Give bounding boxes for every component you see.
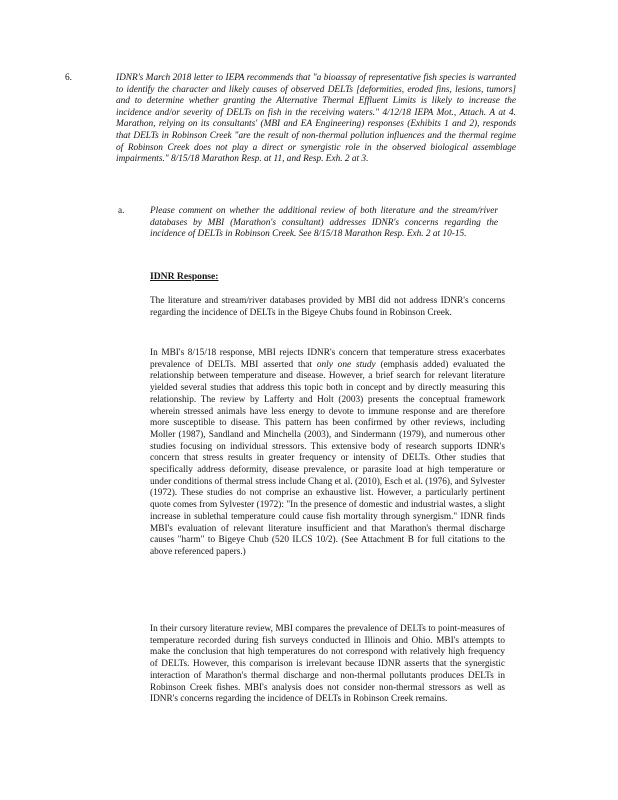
paragraph-2-part-1: In MBI's 8/15/18 response, MBI rejects IDNR's concern that temperature stress exacerbates prevalence of DELTs. MBI asserted that: [150, 348, 505, 370]
subquestion-label: a.: [118, 206, 125, 216]
question-text: IDNR's March 2018 letter to IEPA recommends that "a bioassay of representative fish species is warranted to identify the character and likely causes of observed DELTs [deformities, eroded fins, lesions, tumors] and to determine whether granting the Alternative Thermal Effluent Limits is likely to increase the incidence and/or severity of DELTs on fish in the receiving waters." 4/12/18 IEPA Mot., Attach. A at 4. Marathon, relying on its consultants' (MBI and EA Engineering) responses (Exhibits 1 and 2), responds that DELTs in Robinson Creek "are the result of non-thermal pollution influences and the thermal regime of Robinson Creek does not play a direct or synergistic role in the observed biological assemblage impairments." 8/15/18 Marathon Resp. at 11, and Resp. Exh. 2 at 3.: [116, 73, 516, 165]
response-paragraph-3: In their cursory literature review, MBI compares the prevalence of DELTs to point-measures of temperature recorded during fish surveys conducted in Illinois and Ohio. MBI's attempts to make the conclusion that high temperatures do not correspond with relatively high frequency of DELTs. However, this comparison is irrelevant because IDNR asserts that the synergistic interaction of Marathon's thermal discharge and non-thermal pollutants produces DELTs in Robinson Creek fishes. MBI's analysis does not consider non-thermal stressors as well as IDNR's concerns regarding the incidence of DELTs in Robinson Creek remains.: [150, 624, 505, 705]
paragraph-2-part-2: (emphasis added) evaluated the relationship between temperature and disease. However, a brief search for relevant literature yielded several studies that address this topic both in concept and by directly measuring this relationship. The review by Lafferty and Holt (2003) presents the conceptual framework wherein stressed animals have less energy to devote to immune response and are therefore more susceptible to disease. This pattern has been confirmed by other reviews, including Moller (1987), Sandland and Minchella (2003), and Sindermann (1979), and numerous other studies focusing on individual stressors. This extensive body of research supports IDNR's concern that stress results in greater frequency or intensity of DELTs. Other studies that specifically address deformity, disease prevalence, or parasite load at high temperature or under conditions of thermal stress include Chang et al. (2010), Esch et al. (1976), and Sylvester (1972). These studies do not comprise an exhaustive list. However, a particularly pertinent quote comes from Sylvester (1972): "In the presence of domestic and industrial wastes, a slight increase in sublethal temperature could cause fish mortality through synergism." IDNR finds MBI's evaluation of relevant literature insufficient and that Marathon's thermal discharge causes "harm" to Bigeye Chub (520 ILCS 10/2). (See Attachment B for full citations to the above referenced papers.): [150, 359, 506, 557]
question-number: 6.: [65, 73, 72, 83]
paragraph-2-emphasis: only one study: [316, 359, 376, 370]
response-paragraph-2: [150, 348, 505, 559]
response-paragraph-1: The literature and stream/river databases provided by MBI did not address IDNR's concerns regarding the incidence of DELTs in the Bigeye Chubs found in Robinson Creek.: [150, 296, 505, 318]
subquestion-text: Please comment on whether the additional review of both literature and the stream/river databases by MBI (Marathon's consultant) addresses IDNR's concerns regarding the incidence of DELTs in Robinson Creek. See 8/15/18 Marathon Resp. Exh. 2 at 10-15.: [150, 206, 498, 240]
response-heading: IDNR Response:: [150, 271, 219, 282]
